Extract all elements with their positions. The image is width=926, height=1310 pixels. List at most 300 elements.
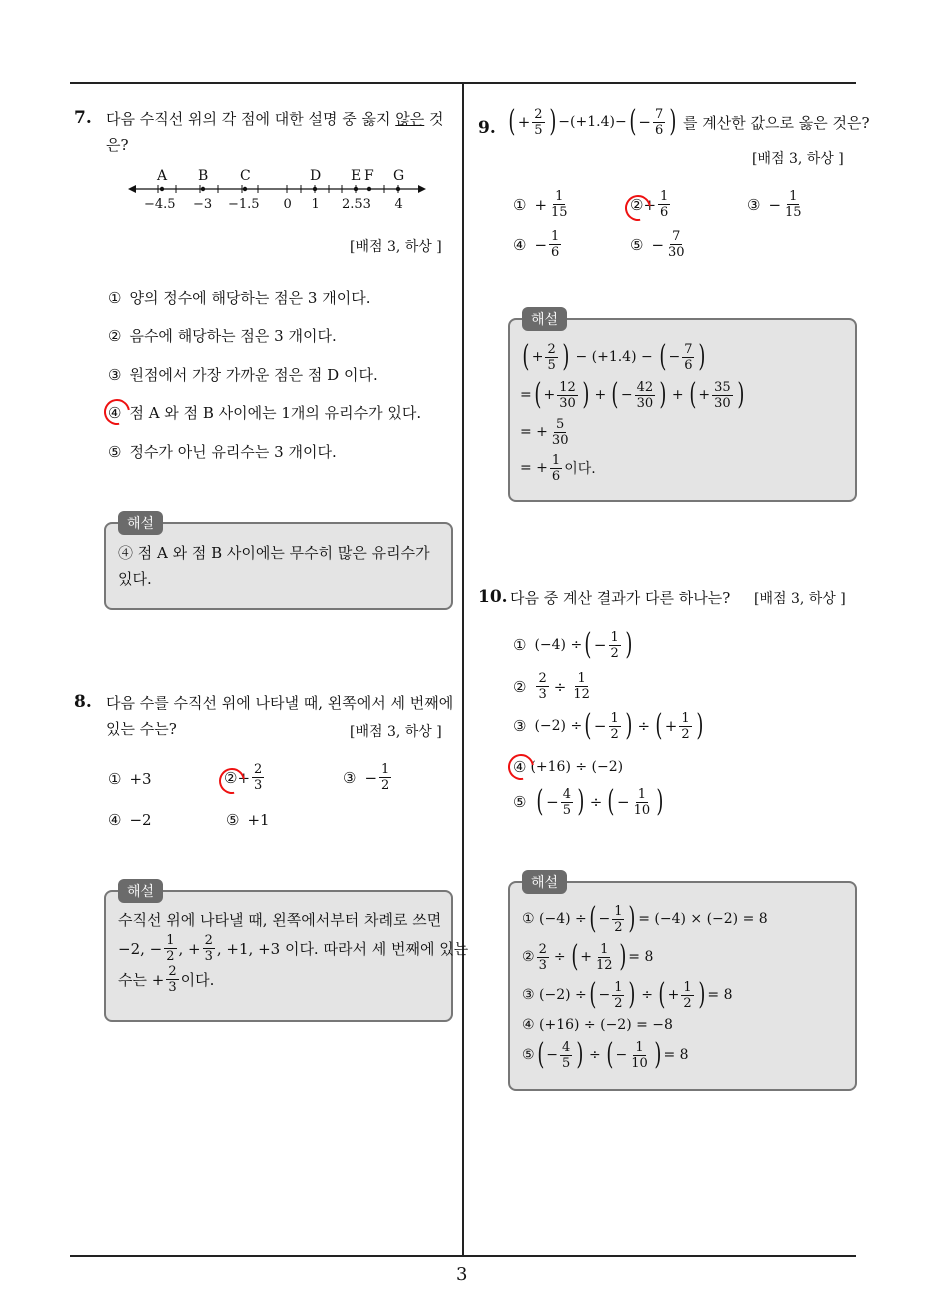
number-line-tick-label: 2.53 (342, 197, 371, 212)
q10-sol-1-d: 2 (614, 919, 623, 935)
q10-number: 10. (478, 587, 508, 607)
q9-sol-2-bd: 30 (636, 395, 654, 411)
q10-paren: ) (696, 708, 704, 743)
q10-option-5-frac-2 (632, 788, 653, 817)
q10-sol-5-b: = 8 (663, 1047, 689, 1063)
q9-sol-1-mid: − (+1.4) − (575, 349, 653, 365)
number-line-point (367, 187, 371, 191)
q9-solution-text (520, 338, 746, 486)
q8-solution-tag: 해설 (118, 879, 163, 903)
q10-option-5-d2: 10 (633, 802, 651, 818)
q10-question: 다음 중 계산 결과가 다른 하나는? (510, 589, 731, 607)
q7-option-5[interactable] (108, 441, 337, 462)
q9-sol-2-eq: = (520, 387, 532, 403)
q9-sol-line-2 (520, 376, 746, 414)
number-line-tick-label: −1.5 (228, 197, 260, 212)
q7-option-4[interactable] (108, 402, 421, 423)
q10-paren: ( (606, 1037, 614, 1072)
number-line-point (243, 187, 247, 191)
q10-option-5-d1: 5 (562, 802, 572, 818)
q10-paren: ( (584, 708, 592, 743)
number-line-tick-label: −3 (193, 197, 213, 212)
q10-score: [배점 3, 하상 ] (754, 591, 846, 607)
q9-option-4-sign: − (534, 235, 548, 254)
q7-option-2-text: 음수에 해당하는 점은 3 개이다. (129, 327, 337, 345)
q9-paren-open-2: ( (629, 104, 637, 139)
q10-option-4-mark: ④ (513, 758, 527, 776)
q9-sol-1-b: − (668, 349, 681, 365)
q10-paren: ( (536, 1037, 544, 1072)
q8-option-4-text: −2 (129, 811, 152, 829)
q9-sol-line-4 (520, 450, 746, 486)
q9-e-f2-num: 7 (654, 106, 664, 122)
q8-solution-text (118, 908, 468, 994)
q8-option-5-text: +1 (247, 811, 270, 829)
q10-option-2-an: 2 (538, 671, 547, 686)
q8-sol-l2-f2-num: 2 (204, 933, 213, 948)
q10-paren: ) (628, 977, 636, 1012)
q9-score: [배점 3, 하상 ] (752, 151, 844, 167)
q10-option-5-s2: − (617, 793, 630, 811)
q8-text-b: 있는 수는? (106, 720, 177, 738)
q10-option-3-frac-2 (679, 712, 691, 741)
q8-option-1[interactable] (108, 770, 152, 788)
number-line-point-label: E (351, 168, 362, 184)
q9-option-1-den: 15 (551, 205, 568, 220)
q8-option-3-mark: ③ (343, 768, 357, 787)
q9-sol-paren: ) (736, 377, 745, 412)
q9-option-4-den: 6 (551, 245, 560, 260)
q9-option-5-den: 30 (668, 245, 685, 260)
q9-e-s2: − (638, 113, 651, 131)
q8-solution-line-1: 수직선 위에 나타낼 때, 왼쪽에서부터 차례로 쓰면 (118, 911, 442, 929)
q9-option-3-num: 1 (789, 189, 798, 204)
bottom-rule (70, 1255, 856, 1257)
q9-sol-1-frac-b (682, 343, 694, 372)
q9-option-5-num: 7 (672, 229, 681, 244)
q10-option-1-mark: ① (513, 636, 527, 654)
q9-paren-close-2: ) (669, 104, 677, 139)
q7-solution-line-1: ④ 점 A 와 점 B 사이에는 무수히 많은 유리수가 (118, 544, 430, 562)
q10-option-4-text: (+16) ÷ (−2) (530, 759, 624, 775)
number-line-point (354, 187, 358, 191)
number-line-tick-label: −4.5 (144, 197, 176, 212)
q7-solution-tag: 해설 (118, 511, 163, 535)
q10-paren: ) (698, 977, 706, 1012)
q9-sol-2-p1: + (594, 387, 607, 403)
q8-option-3-fraction (379, 763, 391, 792)
q7-option-5-text: 정수가 아닌 유리수는 3 개이다. (129, 443, 337, 461)
q9-sol-paren: ( (534, 377, 542, 412)
number-line-point-label: B (198, 168, 209, 184)
q7-option-1-mark: ① (108, 288, 122, 307)
q10-solution-text (522, 900, 768, 1074)
q9-sol-paren: ( (688, 377, 697, 412)
q10-option-3-d1: 2 (610, 726, 619, 742)
q10-option-5[interactable] (513, 784, 666, 819)
q9-sol-2-cd: 30 (714, 395, 731, 411)
q10-sol-2-bd: 12 (596, 957, 613, 973)
q7-option-5-mark: ⑤ (108, 442, 122, 461)
q8-option-3-num: 1 (381, 762, 390, 777)
q8-option-5[interactable] (226, 811, 270, 829)
q9-sol-paren: ( (611, 377, 619, 412)
q10-option-1-num: 1 (610, 629, 619, 645)
q10-paren: ) (628, 901, 636, 936)
q10-option-2-op: ÷ (553, 677, 567, 696)
q9-sol-2-c: + (698, 387, 711, 403)
q10-option-2-bd: 12 (573, 687, 590, 702)
q7-solution-text (118, 540, 430, 592)
q8-sol-l2-f2-den: 3 (204, 949, 213, 964)
q10-sol-3-s1: − (598, 987, 611, 1003)
q10-paren: ) (576, 1037, 584, 1072)
q10-paren: ( (589, 901, 597, 936)
q7-option-3-mark: ③ (108, 365, 122, 384)
q10-sol-line-2 (522, 938, 768, 976)
q10-option-3-frac-1 (609, 712, 621, 741)
q8-sol-l3-num: 2 (168, 964, 177, 979)
q10-sol-1-b: = (−4) × (−2) = 8 (638, 911, 768, 927)
q9-option-4-mark: ④ (513, 235, 527, 254)
q9-sol-4-tail: 이다. (564, 461, 596, 477)
number-line-point-label: F (364, 168, 374, 184)
q7-option-4-mark: ④ (108, 403, 122, 422)
q9-sol-line-3 (520, 414, 746, 450)
q9-sol-1-ad: 5 (547, 357, 556, 373)
q8-text-a: 다음 수를 수직선 위에 나타낼 때, 왼쪽에서 세 번째에 (106, 694, 454, 712)
q7-option-2[interactable] (108, 325, 337, 346)
q7-number: 7. (74, 108, 92, 128)
q9-e-mid: −(+1.4)− (558, 114, 627, 130)
q10-option-2[interactable] (513, 672, 594, 701)
q9-sol-1-bd: 6 (684, 357, 693, 373)
q10-sol-5-d2: 10 (631, 1055, 648, 1071)
q10-sol-5-n1: 4 (562, 1039, 571, 1055)
number-line-point (313, 187, 317, 191)
q10-option-3-a: (−2) ÷ (534, 718, 583, 734)
q10-option-3-s2: + (664, 717, 678, 735)
q9-option-3-frac (783, 190, 804, 219)
q10-option-3-op: ÷ (637, 717, 651, 735)
number-line-point-label: C (240, 168, 251, 184)
q10-option-5-s1: − (546, 793, 559, 811)
q10-sol-3-frac-2 (681, 981, 693, 1010)
q9-number: 9. (478, 118, 496, 138)
q10-sol-3-op: ÷ (641, 987, 653, 1003)
q10-sol-3-d2: 2 (683, 995, 692, 1011)
q10-sol-1-frac (612, 905, 624, 934)
q10-option-1[interactable] (513, 627, 635, 662)
q9-option-1-sign: + (534, 195, 548, 214)
q9-sol-paren: ) (698, 339, 706, 374)
q8-option-2-fraction (252, 763, 264, 792)
q10-option-3-d2: 2 (681, 726, 690, 742)
q9-option-4-num: 1 (551, 229, 560, 244)
q7-answer-circle (99, 394, 135, 430)
q9-e-f1-den: 5 (534, 122, 543, 138)
number-line-point-label: G (393, 168, 405, 184)
q8-sol-l2-b: , + (178, 939, 201, 958)
q9-sol-1-bn: 7 (684, 341, 693, 357)
q10-option-1-frac (609, 631, 621, 660)
q10-sol-line-4 (522, 1014, 768, 1036)
q10-sol-3-d1: 2 (614, 995, 623, 1011)
q9-sol-4-eq: = + (520, 460, 548, 476)
q10-paren: ( (658, 977, 666, 1012)
q9-sol-2-cn: 35 (714, 379, 731, 395)
q9-sol-paren: ( (659, 339, 667, 374)
q10-answer-circle (503, 749, 539, 785)
q9-sol-3-d: 30 (551, 432, 569, 448)
q9-option-4[interactable] (513, 230, 563, 259)
q9-sol-2-bn: 42 (636, 379, 654, 395)
q9-sol-paren: ) (562, 339, 570, 374)
q8-option-2-den: 3 (254, 778, 263, 793)
q9-sol-3-eq: = + (520, 424, 548, 440)
q10-option-3-s1: − (593, 717, 607, 735)
q8-sol-l2-frac-2 (203, 934, 215, 963)
q9-option-2-mark: ② (630, 195, 644, 214)
q10-paren: ) (618, 939, 626, 974)
q7-question (106, 106, 456, 158)
q10-paren: ) (577, 784, 585, 819)
q10-sol-2-op: ÷ (553, 949, 566, 965)
q8-sol-l3-a: 수는 + (118, 970, 165, 989)
q10-sol-2-frac-a (537, 943, 549, 972)
q10-sol-5-s1: − (546, 1047, 559, 1063)
q9-option-4-frac (549, 230, 561, 259)
q9-option-5-mark: ⑤ (630, 235, 644, 254)
q8-sol-l3-den: 3 (168, 980, 177, 995)
q7-solution-line-2: 있다. (118, 570, 152, 588)
number-line-point (396, 187, 400, 191)
q10-sol-line-1 (522, 900, 768, 938)
q10-sol-5-n2: 1 (635, 1039, 644, 1055)
q7-text-a: 다음 수직선 위의 각 점에 대한 설명 중 옳지 (106, 110, 391, 128)
q8-sol-l3-frac (166, 965, 178, 994)
q7-option-2-mark: ② (108, 326, 122, 345)
number-line-tick-label: 1 (311, 197, 320, 212)
q9-option-3-mark: ③ (747, 195, 761, 214)
q10-option-1-sign: − (593, 636, 607, 654)
q9-question (506, 104, 870, 139)
q9-e-frac-2 (653, 108, 665, 137)
q9-option-2-num: 1 (660, 189, 669, 204)
q8-option-1-text: +3 (129, 770, 152, 788)
q10-sol-1-n: 1 (614, 903, 623, 919)
page-number: 3 (456, 1264, 468, 1285)
q8-option-2-num: 2 (254, 762, 263, 777)
q10-paren: ( (584, 627, 592, 662)
q9-sol-line-1 (520, 338, 746, 376)
q10-sol-5-frac-1 (560, 1041, 572, 1070)
q10-sol-3-s2: + (667, 987, 680, 1003)
q9-sol-2-p2: + (671, 387, 684, 403)
q10-sol-3-frac-1 (612, 981, 624, 1010)
q8-sol-l2-c: , +1, +3 이다. 따라서 세 번째에 있는 (216, 939, 469, 958)
q10-option-5-op: ÷ (589, 793, 603, 811)
q10-paren: ) (625, 627, 633, 662)
q9-sol-1-frac-a (545, 343, 557, 372)
q7-option-1[interactable] (108, 287, 370, 308)
q9-solution-tag: 해설 (522, 307, 567, 331)
q10-option-5-frac-1 (561, 788, 573, 817)
q9-option-1[interactable] (513, 190, 572, 219)
q9-option-1-mark: ① (513, 195, 527, 214)
q7-option-3-text: 원점에서 가장 가까운 점은 점 D 이다. (129, 366, 378, 384)
q10-sol-1-s: − (598, 911, 611, 927)
q9-paren-close-1: ) (548, 104, 556, 139)
q10-paren: ) (654, 1037, 662, 1072)
q9-e-f2-den: 6 (654, 122, 664, 138)
q9-sol-paren: ) (659, 377, 667, 412)
q9-option-1-num: 1 (555, 189, 564, 204)
q10-sol-2-b: = 8 (628, 949, 654, 965)
q10-paren: ( (607, 784, 615, 819)
q10-sol-3-n1: 1 (614, 979, 623, 995)
q8-option-2-mark: ② (224, 768, 238, 787)
q9-sol-4-n: 1 (551, 452, 561, 468)
number-line-point (201, 187, 205, 191)
q10-option-5-n2: 1 (637, 786, 647, 802)
q10-sol-2-a: ② (522, 949, 535, 965)
q10-paren: ( (536, 784, 544, 819)
q9-sol-paren: ) (582, 377, 590, 412)
q9-e-s1: + (517, 113, 531, 131)
q9-option-2-sign: + (643, 195, 657, 214)
q8-option-3[interactable] (343, 763, 393, 792)
q9-e-f1-num: 2 (534, 106, 543, 122)
q10-paren: ) (625, 708, 633, 743)
q10-option-2-mark: ② (513, 677, 527, 696)
q9-option-5[interactable] (630, 230, 689, 259)
q10-sol-2-frac-b (594, 943, 615, 972)
q9-sol-1-an: 2 (547, 341, 556, 357)
q8-option-4[interactable] (108, 811, 152, 829)
q10-paren: ( (589, 977, 597, 1012)
q10-sol-5-a: ⑤ (522, 1047, 535, 1063)
q10-option-5-mark: ⑤ (513, 793, 527, 811)
q7-option-3[interactable] (108, 364, 378, 385)
q10-option-3-mark: ③ (513, 717, 527, 735)
q8-number: 8. (74, 692, 92, 712)
q8-solution-line-3 (118, 965, 468, 994)
q9-sol-2-frac-c (712, 381, 733, 410)
q9-sol-2-an: 12 (559, 379, 576, 395)
q10-option-5-n1: 4 (562, 786, 572, 802)
q10-sol-3-n2: 1 (683, 979, 692, 995)
q9-sol-paren: ( (522, 339, 530, 374)
q10-paren: ( (570, 939, 578, 974)
q10-option-3-n1: 1 (610, 710, 619, 726)
q10-option-2-bn: 1 (577, 671, 586, 686)
q8-sol-l2-f1-den: 2 (166, 949, 175, 964)
q9-sol-2-frac-b (635, 381, 656, 410)
q7-text-c: 은? (106, 136, 129, 154)
q10-sol-5-d1: 5 (562, 1055, 571, 1071)
q10-option-1-den: 2 (610, 645, 619, 661)
number-line-point-label: A (157, 168, 168, 184)
q9-sol-2-b: − (620, 387, 633, 403)
q8-option-1-mark: ① (108, 770, 122, 788)
q9-paren-open-1: ( (508, 104, 516, 139)
q10-sol-4: ④ (+16) ÷ (−2) = −8 (522, 1017, 673, 1033)
q10-sol-5-op: ÷ (589, 1047, 601, 1063)
q10-sol-3-a: ③ (−2) ÷ (522, 987, 587, 1003)
q10-sol-2-s: + (580, 949, 593, 965)
q10-sol-2-n: 2 (538, 941, 547, 957)
q9-option-3[interactable] (747, 190, 806, 219)
q7-option-4-text: 점 A 와 점 B 사이에는 1개의 유리수가 있다. (129, 404, 422, 422)
q10-sol-2-d: 3 (538, 957, 547, 973)
q10-option-2-ad: 3 (538, 687, 547, 702)
q9-e-tail: 를 계산한 값으로 옳은 것은? (682, 113, 870, 132)
q9-sol-2-ad: 30 (559, 395, 576, 411)
q8-option-3-den: 2 (381, 778, 390, 793)
q9-option-2-den: 6 (660, 205, 669, 220)
q10-sol-5-frac-2 (629, 1041, 650, 1070)
q10-option-1-a: (−4) ÷ (534, 637, 583, 653)
q8-sol-l2-frac-1 (164, 934, 176, 963)
q10-sol-line-3 (522, 976, 768, 1014)
q9-option-3-sign: − (768, 195, 782, 214)
q10-paren: ( (655, 708, 663, 743)
q7-option-1-text: 양의 정수에 해당하는 점은 3 개이다. (129, 289, 371, 307)
q8-solution-line-2 (118, 934, 468, 963)
q9-option-5-sign: − (651, 235, 665, 254)
q8-option-5-mark: ⑤ (226, 811, 240, 829)
q9-sol-3-frac (550, 418, 571, 447)
q9-option-5-frac (666, 230, 687, 259)
q10-sol-2-bn: 1 (600, 941, 609, 957)
q10-option-3[interactable] (513, 708, 705, 743)
q7-text-b: 것 (429, 110, 444, 128)
q9-sol-1-a: + (531, 349, 544, 365)
column-divider (462, 82, 464, 1256)
q10-option-2-frac-b (571, 672, 592, 701)
q10-option-2-frac-a (536, 672, 548, 701)
q9-option-1-frac (549, 190, 570, 219)
q9-sol-3-n: 5 (556, 416, 565, 432)
number-line-point (160, 187, 164, 191)
q10-solution-tag: 해설 (522, 870, 567, 894)
q7-score: [배점 3, 하상 ] (350, 239, 442, 255)
q9-option-3-den: 15 (785, 205, 802, 220)
q8-score: [배점 3, 하상 ] (350, 724, 442, 740)
q8-sol-l3-b: 이다. (180, 970, 215, 989)
q9-option-2-frac (658, 190, 670, 219)
number-line-tick-label: 4 (394, 197, 403, 212)
q10-option-3-n2: 1 (681, 710, 690, 726)
number-line-tick-label: 0 (283, 197, 292, 212)
q10-sol-5-s2: − (615, 1047, 628, 1063)
q9-e-frac-1 (532, 108, 544, 137)
q9-sol-2-a: + (543, 387, 556, 403)
q9-sol-4-frac (550, 454, 562, 483)
q10-paren: ) (656, 784, 664, 819)
number-line-point-label: D (310, 168, 322, 184)
q8-sol-l2-a: −2, − (118, 939, 163, 958)
q8-option-3-sign: − (364, 768, 378, 787)
q10-sol-line-5 (522, 1036, 768, 1074)
q10-sol-1-a: ① (−4) ÷ (522, 911, 587, 927)
q7-text-underline: 않은 (395, 110, 425, 128)
q8-sol-l2-f1-num: 1 (166, 933, 175, 948)
q8-option-4-mark: ④ (108, 811, 122, 829)
q9-sol-2-frac-a (557, 381, 578, 410)
q9-sol-4-d: 6 (551, 468, 561, 484)
